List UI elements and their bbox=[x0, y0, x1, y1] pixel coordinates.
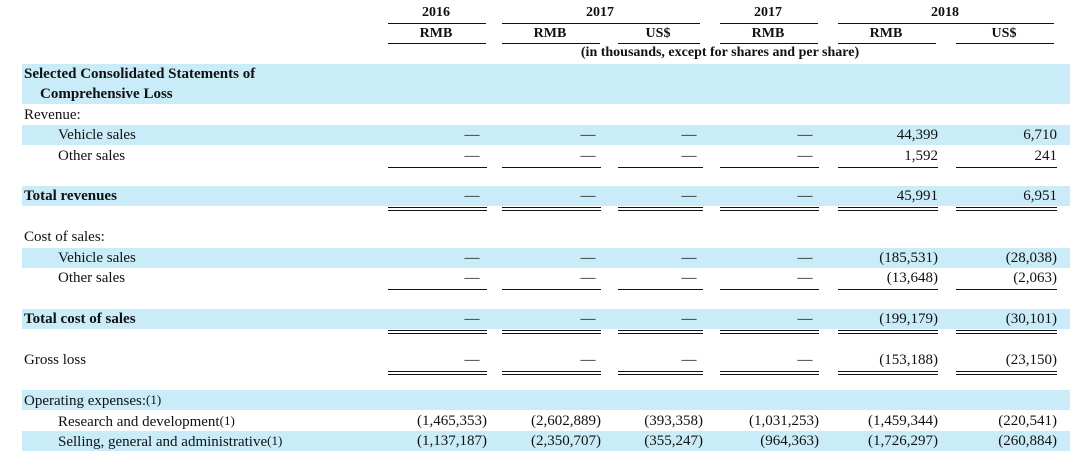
table-cell: (30,101) bbox=[1005, 311, 1057, 327]
row-label bbox=[24, 309, 136, 329]
header-year-rule bbox=[388, 23, 486, 24]
table-cell: (199,179) bbox=[879, 311, 938, 327]
table-cell: — bbox=[464, 311, 480, 327]
row-label bbox=[58, 431, 282, 452]
row-label-text: Gross loss bbox=[24, 352, 87, 368]
table-cell: — bbox=[580, 127, 596, 143]
table-row bbox=[0, 125, 1080, 145]
table-row bbox=[0, 146, 1080, 166]
header-currency: US$ bbox=[645, 26, 671, 41]
table-cell: (1,726,297) bbox=[868, 433, 938, 449]
footnote-marker: (1) bbox=[146, 392, 162, 407]
table-cell: — bbox=[464, 188, 480, 204]
row-label-text: Selected Consolidated Statements of bbox=[24, 66, 256, 82]
row-shading bbox=[22, 84, 1070, 104]
row-label-text: Research and development bbox=[58, 414, 220, 430]
table-cell: (2,063) bbox=[1013, 270, 1057, 286]
table-cell: — bbox=[797, 352, 813, 368]
row-label bbox=[40, 84, 173, 104]
table-cell: — bbox=[580, 148, 596, 164]
row-label-text: Other sales bbox=[58, 270, 126, 286]
table-cell: (2,350,707) bbox=[531, 433, 601, 449]
header-year-2018: 2018 bbox=[931, 5, 959, 20]
header-year-2016: 2016 bbox=[422, 5, 450, 20]
table-cell: 44,399 bbox=[896, 127, 938, 143]
table-cell: (13,648) bbox=[886, 270, 938, 286]
table-row bbox=[0, 390, 1080, 410]
table-cell: (153,188) bbox=[879, 352, 938, 368]
table-row bbox=[0, 207, 1080, 227]
table-cell: — bbox=[681, 148, 697, 164]
footnote-marker: (1) bbox=[219, 413, 235, 428]
header-currency: RMB bbox=[419, 26, 453, 41]
header-year-2017: 2017 bbox=[586, 5, 614, 20]
table-cell: — bbox=[797, 270, 813, 286]
table-cell: — bbox=[580, 311, 596, 327]
row-label bbox=[58, 125, 136, 145]
table-row bbox=[0, 431, 1080, 451]
row-label-text: Revenue: bbox=[24, 107, 81, 123]
table-cell: (220,541) bbox=[998, 413, 1057, 429]
row-label-text: Other sales bbox=[58, 148, 126, 164]
table-cell: — bbox=[464, 352, 480, 368]
header-currency-rule bbox=[956, 43, 1054, 44]
row-label bbox=[58, 248, 136, 268]
header-currency: RMB bbox=[533, 26, 567, 41]
table-cell: 6,951 bbox=[1023, 188, 1057, 204]
row-label-text: Cost of sales: bbox=[24, 229, 105, 245]
table-cell: (355,247) bbox=[644, 433, 703, 449]
table-row bbox=[0, 288, 1080, 308]
table-cell: — bbox=[464, 270, 480, 286]
table-cell: 1,592 bbox=[904, 148, 938, 164]
table-row bbox=[0, 105, 1080, 125]
table-cell: (2,602,889) bbox=[531, 413, 601, 429]
row-label bbox=[58, 268, 125, 288]
table-cell: 45,991 bbox=[896, 188, 938, 204]
row-label-text: Operating expenses: bbox=[24, 393, 147, 409]
table-cell: (1,031,253) bbox=[749, 413, 819, 429]
row-label-text: Comprehensive Loss bbox=[40, 86, 173, 102]
row-label bbox=[24, 64, 255, 84]
table-cell: — bbox=[797, 188, 813, 204]
row-label bbox=[58, 146, 125, 166]
table-cell: — bbox=[797, 311, 813, 327]
row-label-text: Total revenues bbox=[24, 188, 117, 204]
table-cell: — bbox=[797, 250, 813, 266]
table-cell: (23,150) bbox=[1005, 352, 1057, 368]
table-cell: (1,465,353) bbox=[417, 413, 487, 429]
table-cell: 241 bbox=[1034, 148, 1057, 164]
table-cell: — bbox=[580, 352, 596, 368]
table-cell: 6,710 bbox=[1023, 127, 1057, 143]
table-cell: — bbox=[464, 148, 480, 164]
table-cell: (393,358) bbox=[644, 413, 703, 429]
row-label bbox=[24, 105, 81, 125]
table-row bbox=[0, 329, 1080, 349]
row-label bbox=[24, 390, 161, 411]
header-year-rule bbox=[502, 23, 700, 24]
row-label-text: Total cost of sales bbox=[24, 311, 136, 327]
header-currency: US$ bbox=[991, 26, 1017, 41]
table-row bbox=[0, 166, 1080, 186]
table-row bbox=[0, 370, 1080, 390]
row-label bbox=[24, 227, 105, 247]
table-cell: — bbox=[797, 148, 813, 164]
table-row bbox=[0, 248, 1080, 268]
table-cell: (28,038) bbox=[1005, 250, 1057, 266]
units-note: (in thousands, except for shares and per share) bbox=[580, 45, 860, 60]
header-currency-rule bbox=[388, 43, 486, 44]
table-cell: — bbox=[797, 127, 813, 143]
table-cell: — bbox=[681, 352, 697, 368]
table-cell: (1,137,187) bbox=[417, 433, 487, 449]
row-label-text: Selling, general and administrative bbox=[58, 434, 268, 450]
row-shading bbox=[22, 390, 1070, 410]
table-cell: — bbox=[464, 250, 480, 266]
row-label bbox=[24, 186, 117, 206]
table-cell: (1,459,344) bbox=[868, 413, 938, 429]
header-year-2017-b: 2017 bbox=[754, 5, 782, 20]
header-currency: RMB bbox=[869, 26, 903, 41]
table-cell: — bbox=[464, 127, 480, 143]
table-cell: — bbox=[681, 188, 697, 204]
table-row bbox=[0, 64, 1080, 84]
header-currency: RMB bbox=[751, 26, 785, 41]
header-currency-rule bbox=[502, 43, 600, 44]
table-cell: — bbox=[681, 250, 697, 266]
table-row bbox=[0, 309, 1080, 329]
header-currency-rule bbox=[618, 43, 700, 44]
table-cell: — bbox=[681, 127, 697, 143]
header-year-rule bbox=[838, 23, 1054, 24]
table-row bbox=[0, 186, 1080, 206]
table-cell: — bbox=[681, 270, 697, 286]
table-row bbox=[0, 350, 1080, 370]
row-label bbox=[58, 411, 235, 432]
table-cell: — bbox=[580, 188, 596, 204]
footnote-marker: (1) bbox=[267, 433, 283, 448]
table-row bbox=[0, 268, 1080, 288]
row-label-text: Vehicle sales bbox=[58, 127, 136, 143]
table-cell: — bbox=[681, 311, 697, 327]
table-cell: (260,884) bbox=[998, 433, 1057, 449]
table-cell: — bbox=[580, 270, 596, 286]
header-year-rule bbox=[720, 23, 818, 24]
row-label-text: Vehicle sales bbox=[58, 250, 136, 266]
table-row bbox=[0, 227, 1080, 247]
table-row bbox=[0, 411, 1080, 431]
header-currency-rule bbox=[838, 43, 936, 44]
row-label bbox=[24, 350, 86, 370]
header-currency-rule bbox=[720, 43, 818, 44]
table-row bbox=[0, 84, 1080, 104]
table-cell: — bbox=[580, 250, 596, 266]
table-cell: (185,531) bbox=[879, 250, 938, 266]
table-cell: (964,363) bbox=[760, 433, 819, 449]
